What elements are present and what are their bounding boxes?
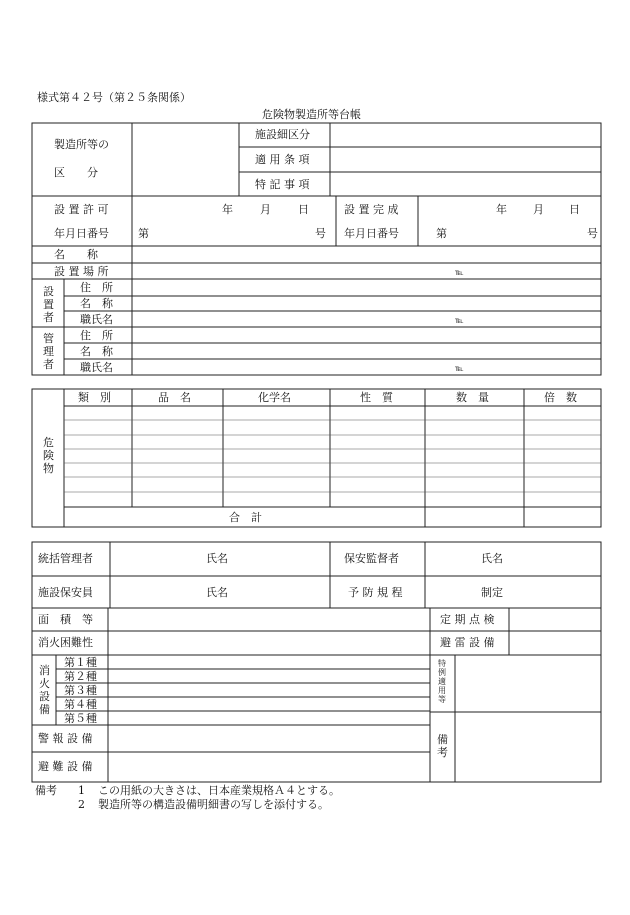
shoka-setsubi-label: 消火設備 [39, 664, 50, 716]
menseki-label: 面 積 等 [38, 613, 93, 626]
kansei-hi: 日 [569, 203, 580, 216]
kyoka-tsuki: 月 [260, 203, 271, 216]
tokurei-label: 特例適用等 [438, 659, 446, 704]
kubun-label-line2: 区 分 [54, 166, 98, 179]
note-1-text: この用紙の大きさは、日本産業規格Ａ４とする。 [98, 784, 340, 797]
shu-4: 第４種 [64, 698, 97, 711]
header-kagakumei: 化学名 [258, 391, 291, 404]
hinan-label: 避 難 設 備 [38, 760, 93, 773]
kansei-nen: 年 [496, 203, 507, 216]
nengappi-bango-label: 年月日番号 [54, 227, 109, 240]
kanrisha-shokushimei-label: 職氏名 [80, 361, 113, 374]
kikenbutsu-label: 危険物 [43, 436, 54, 475]
kanrisha-jusho-label: 住 所 [80, 329, 113, 342]
yobo-kitei-seitei: 制定 [481, 586, 503, 599]
nengappi-bango2-label: 年月日番号 [344, 227, 399, 240]
kyoka-dai: 第 [138, 227, 149, 240]
form-number: 様式第４２号（第２５条関係） [37, 91, 191, 104]
kansei-tsuki: 月 [533, 203, 544, 216]
form-title: 危険物製造所等台帳 [262, 108, 361, 121]
kanrisha-tel: ℡ [455, 364, 464, 373]
setchi-basho-tel: ℡ [455, 268, 464, 277]
kanrisha-label: 管理者 [43, 332, 54, 371]
shu-2: 第２種 [64, 670, 97, 683]
shu-3: 第３種 [64, 684, 97, 697]
note-1-number: 1 [78, 784, 85, 797]
header-baisu: 倍 数 [544, 391, 577, 404]
yobo-kitei-label: 予 防 規 程 [348, 586, 403, 599]
tekiyo-joko-label: 適 用 条 項 [255, 153, 310, 166]
note-2-text: 製造所等の構造設備明細書の写しを添付する。 [98, 798, 329, 811]
setchisha-jusho-label: 住 所 [80, 281, 113, 294]
shisetsu-saibun-label: 施設細区分 [255, 128, 310, 141]
header-suryo: 数 量 [456, 391, 489, 404]
note-2-number: 2 [78, 798, 85, 811]
hirai-setsubi-label: 避 雷 設 備 [440, 636, 495, 649]
shu-1: 第１種 [64, 656, 97, 669]
hoan-kantoku-shimei: 氏名 [481, 552, 503, 565]
setchisha-meisho-label: 名 称 [80, 297, 113, 310]
teiki-tenken-label: 定 期 点 検 [440, 613, 495, 626]
kyoka-hi: 日 [298, 203, 309, 216]
kansei-dai: 第 [436, 227, 447, 240]
kanrisha-meisho-label: 名 称 [80, 345, 113, 358]
meisho-label: 名 称 [54, 248, 98, 261]
setchisha-shokushimei-label: 職氏名 [80, 313, 113, 326]
shu-5: 第５種 [64, 712, 97, 725]
tokatsu-shimei: 氏名 [206, 552, 228, 565]
shisetsu-hoan-label: 施設保安員 [38, 586, 93, 599]
setchisha-label: 設置者 [43, 285, 54, 324]
shisetsu-hoan-shimei: 氏名 [206, 586, 228, 599]
setchisha-tel: ℡ [455, 316, 464, 325]
header-rui: 類 別 [78, 391, 111, 404]
biko-cell-label: 備考 [437, 733, 448, 759]
setchi-basho-label: 設 置 場 所 [54, 265, 109, 278]
tokki-jiko-label: 特 記 事 項 [255, 178, 310, 191]
setchi-kyoka-label: 設 置 許 可 [54, 203, 109, 216]
setchi-kansei-label: 設 置 完 成 [344, 203, 399, 216]
kyoka-nen: 年 [222, 203, 233, 216]
header-seishitsu: 性 質 [360, 391, 393, 404]
kubun-label-line1: 製造所等の [54, 138, 109, 151]
keiho-label: 警 報 設 備 [38, 732, 93, 745]
kyoka-go: 号 [315, 227, 326, 240]
notes-label: 備考 [35, 784, 57, 797]
shoka-konnan-label: 消火困難性 [38, 636, 93, 649]
tokatsu-label: 統括管理者 [38, 552, 93, 565]
header-hinmei: 品 名 [158, 391, 191, 404]
gokei-label: 合 計 [229, 511, 262, 524]
kansei-go: 号 [587, 227, 598, 240]
hoan-kantoku-label: 保安監督者 [344, 552, 399, 565]
